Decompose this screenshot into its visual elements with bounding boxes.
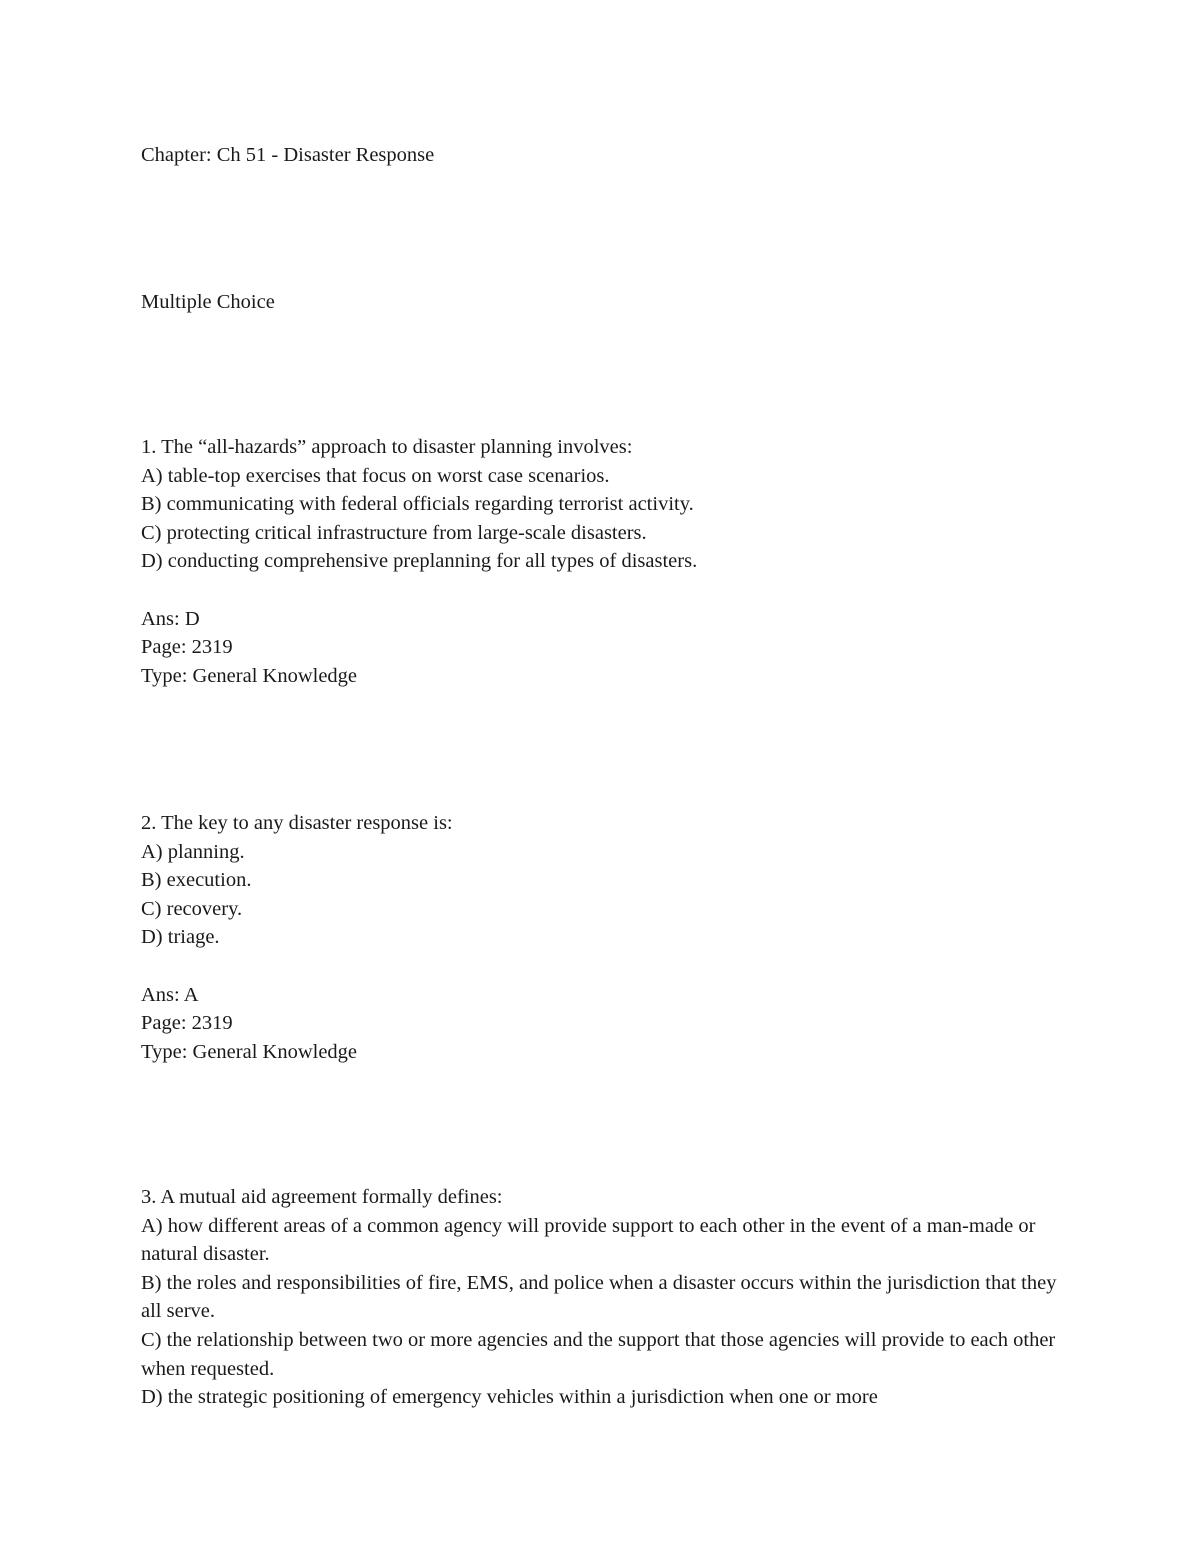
answer-option-d: D) conducting comprehensive preplanning for all types of disasters. xyxy=(141,550,698,573)
question-stem: 1. The “all-hazards” approach to disaster planning involves: xyxy=(141,436,633,458)
answer-option-b: B) execution. xyxy=(141,869,252,892)
question-meta xyxy=(141,605,1061,691)
answer-option-c: C) recovery. xyxy=(141,897,243,920)
spacer xyxy=(141,952,1061,981)
answer-option-d: D) the strategic positioning of emergency vehicles within a jurisdiction when one or more xyxy=(141,1386,878,1409)
question-1 xyxy=(141,433,1061,690)
answer-option-d: D) triage. xyxy=(141,926,220,949)
section-heading: Multiple Choice xyxy=(141,291,275,313)
answer-option-b: B) the roles and responsibilities of fire, EMS, and police when a disaster occurs within the jurisdiction that they all serve. xyxy=(141,1271,1057,1323)
page-reference: Page: 2319 xyxy=(141,1012,233,1035)
answer-option-b: B) communicating with federal officials regarding terrorist activity. xyxy=(141,493,694,516)
answer-key: Ans: A xyxy=(141,983,199,1006)
answer-key: Ans: D xyxy=(141,607,200,630)
question-3 xyxy=(141,1183,1061,1412)
answer-option-c: C) the relationship between two or more agencies and the support that those agencies will provide to each other when requested. xyxy=(141,1328,1056,1380)
answer-option-a: A) table-top exercises that focus on worst case scenarios. xyxy=(141,464,610,487)
answer-option-a: A) how different areas of a common agency will provide support to each other in the event of a man-made or natural disaster. xyxy=(141,1214,1036,1266)
question-stem: 2. The key to any disaster response is: xyxy=(141,812,453,834)
answer-option-a: A) planning. xyxy=(141,840,245,863)
page-reference: Page: 2319 xyxy=(141,636,233,659)
question-stem: 3. A mutual aid agreement formally defines: xyxy=(141,1186,503,1208)
question-meta xyxy=(141,981,1061,1067)
question-type: Type: General Knowledge xyxy=(141,1040,358,1063)
chapter-title: Chapter: Ch 51 - Disaster Response xyxy=(141,144,435,166)
question-2 xyxy=(141,809,1061,1066)
question-type: Type: General Knowledge xyxy=(141,664,358,687)
spacer xyxy=(141,576,1061,605)
answer-option-c: C) protecting critical infrastructure from large-scale disasters. xyxy=(141,521,647,544)
